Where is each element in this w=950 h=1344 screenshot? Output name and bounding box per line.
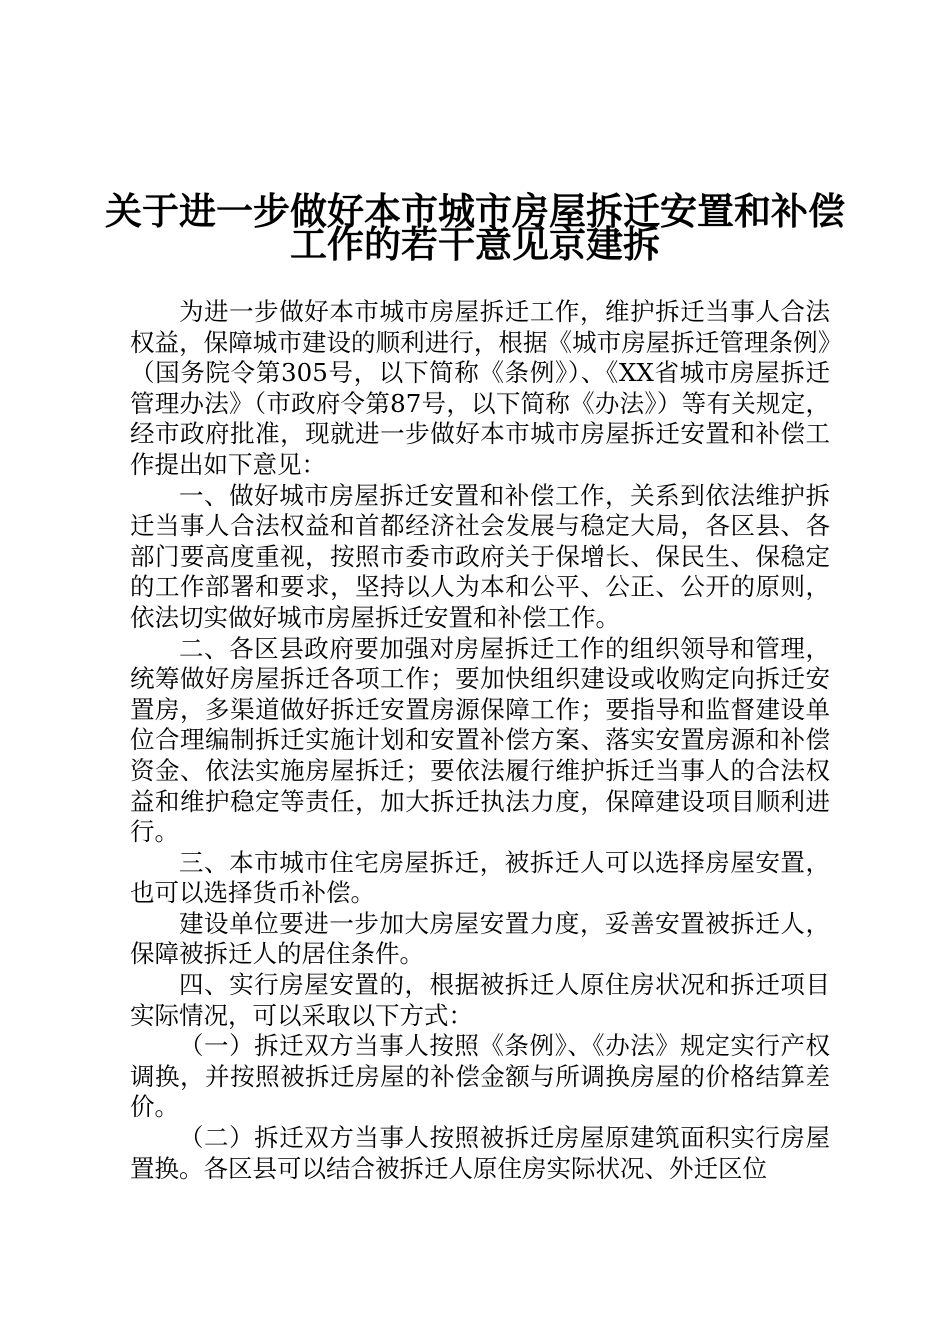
document-title-line-2: 工作的若干意见京建拆 xyxy=(290,223,660,266)
paragraph-section-3-note: 建设单位要进一步加大房屋安置力度，妥善安置被拆迁人，保障被拆迁人的居住条件。 xyxy=(130,908,830,969)
paragraph-section-4: 四、实行房屋安置的，根据被拆迁人原住房状况和拆迁项目实际情况，可以采取以下方式： xyxy=(130,970,830,1030)
paragraph-section-2: 二、各区县政府要加强对房屋拆迁工作的组织领导和管理，统筹做好房屋拆迁各项工作；要加快组织建设或收购定向拆迁安置房，多渠道做好拆迁安置房源保障工作；要指导和监督建设单位合理编制拆迁实施计划和安置补偿方案、落实安置房源和补偿资金、依法实施房屋拆迁；要依法履行维护拆迁当事人的合法权益和维护稳定等责任，加大拆迁执法力度，保障建设项目顺利进行。 xyxy=(130,633,830,847)
document-body xyxy=(130,297,830,1184)
paragraph-section-3: 三、本市城市住宅房屋拆迁，被拆迁人可以选择房屋安置，也可以选择货币补偿。 xyxy=(130,847,830,908)
document-title-line-1: 关于进一步做好本市城市房屋拆迁安置和补偿 xyxy=(105,190,845,233)
paragraph-section-1: 一、做好城市房屋拆迁安置和补偿工作，关系到依法维护拆迁当事人合法权益和首都经济社会发展与稳定大局，各区县、各部门要高度重视，按照市委市政府关于保增长、保民生、保稳定的工作部署和要求，坚持以人为本和公平、公正、公开的原则，依法切实做好城市房屋拆迁安置和补偿工作。 xyxy=(130,480,830,632)
paragraph-section-4-item-1: （一）拆迁双方当事人按照《条例》、《办法》规定实行产权调换，并按照被拆迁房屋的补偿金额与所调换房屋的价格结算差价。 xyxy=(130,1031,830,1122)
paragraph-intro: 为进一步做好本市城市房屋拆迁工作，维护拆迁当事人合法权益，保障城市建设的顺利进行，根据《城市房屋拆迁管理条例》（国务院令第305号，以下简称《条例》）、《XX省城市房屋拆迁管理办法》（市政府令第87号，以下简称《办法》）等有关规定，经市政府批准，现就进一步做好本市城市房屋拆迁安置和补偿工作提出如下意见： xyxy=(130,297,830,479)
paragraph-section-4-item-2: （二）拆迁双方当事人按照被拆迁房屋原建筑面积实行房屋置换。各区县可以结合被拆迁人原住房实际状况、外迁区位 xyxy=(130,1123,830,1183)
